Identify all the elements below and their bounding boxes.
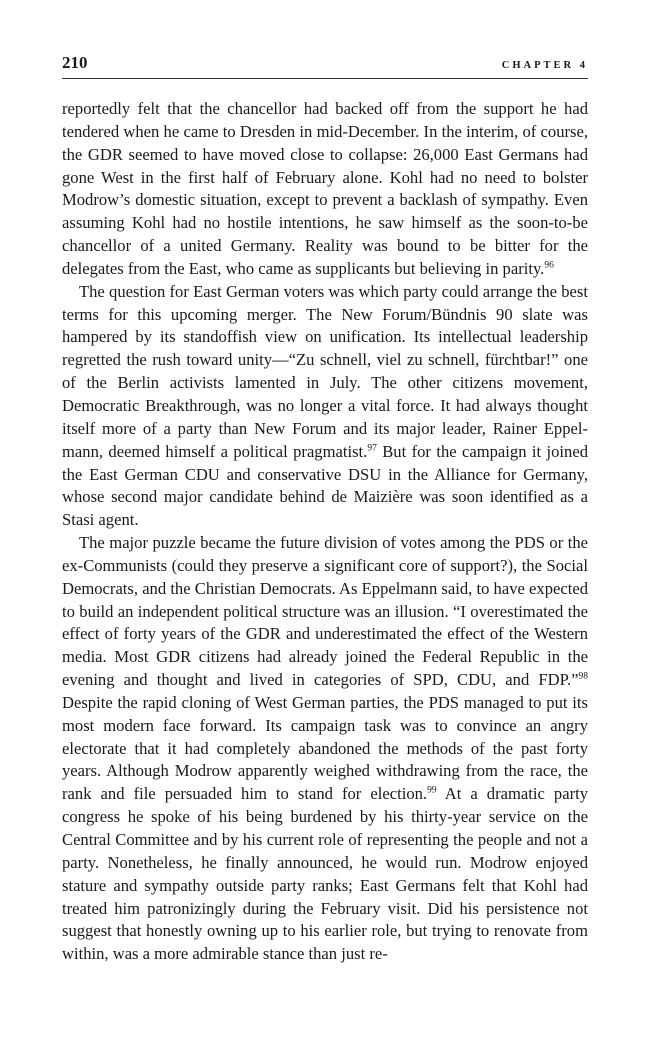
footnote-marker: 96 xyxy=(544,260,554,271)
body-text xyxy=(62,98,588,966)
chapter-label: CHAPTER 4 xyxy=(501,60,588,71)
paragraph-text: At a dramatic party congress he spoke of his being burdened by his thirty-year service on the Central Committee and by his current role of representing the people and not a party. Nonetheless, he finally announced, he would run. Modrow enjoyed stature and sympathy outside party ranks; East Germans felt that Kohl had treated him patronizingly during the February visit. Did his persistence not suggest that honestly owning up to his earlier role, but trying to renovate from within, was a more admirable stance than just re- xyxy=(62,784,589,964)
paragraph xyxy=(62,281,588,532)
paragraph-text: reportedly felt that the chancellor had backed off from the support he had tendered when he came to Dresden in mid-December. In the interim, of course, the GDR seemed to have moved close to collapse: 26,000 East Germans had gone West in the first half of February alone. Kohl had no need to bolster Modrow’s domestic situation, except to prevent a backlash of sympathy. Even assuming Kohl had no hostile intentions, he saw himself as the soon-to-be chancellor of a united Germany. Reality was bound to be bitter for the delegates from the East, who came as supplicants but believing in parity. xyxy=(62,99,588,278)
paragraph-text: The question for East German voters was which party could arrange the best terms for this upcoming merger. The New Forum/Bündnis 90 slate was hampered by its standoffish view on unification. Its intellectual leadership regretted the rush toward unity—“Zu schnell, viel zu schnell, fürchtbar!” one of the Berlin activists lamented in July. The other citizens movement, Democratic Breakthrough, was no longer a vital force. It had always thought itself more of a party than New Forum and its major leader, Rainer Eppelmann, deemed himself a political pragmatist. xyxy=(62,281,588,461)
paragraph-text: The major puzzle became the future division of votes among the PDS or the ex-Communists (could they preserve a significant core of support?), the Social Democrats, and the Christian Democrats. As Eppelmann said, to have expected to build an independent political structure was an illusion. “I overestimated the effect of forty years of the GDR and underestimated the effect of the Western media. Most GDR citizens had already joined the Federal Republic in the evening and thought and lived in categories of SPD, CDU, and FDP.” xyxy=(62,533,588,690)
footnote-marker: 97 xyxy=(367,443,377,454)
footnote-marker: 99 xyxy=(427,785,437,796)
page-number: 210 xyxy=(62,53,88,72)
footnote-marker: 98 xyxy=(578,671,588,682)
paragraph-text: But for the campaign it joined the East German CDU and conservative DSU in the Alliance for Germany, whose second major candidate behind de Maizière was soon identified as a Stasi agent. xyxy=(62,441,588,530)
paragraph-text: Despite the rapid cloning of West German parties, the PDS managed to put its most modern face forward. Its campaign task was to convince an angry electorate that it had completely abandoned the methods of the past forty years. Although Modrow apparently weighed withdrawing from the race, the rank and file persuaded him to stand for election. xyxy=(62,692,588,804)
book-page xyxy=(62,48,588,966)
paragraph xyxy=(62,98,588,281)
paragraph xyxy=(62,532,588,966)
running-head xyxy=(62,48,588,79)
